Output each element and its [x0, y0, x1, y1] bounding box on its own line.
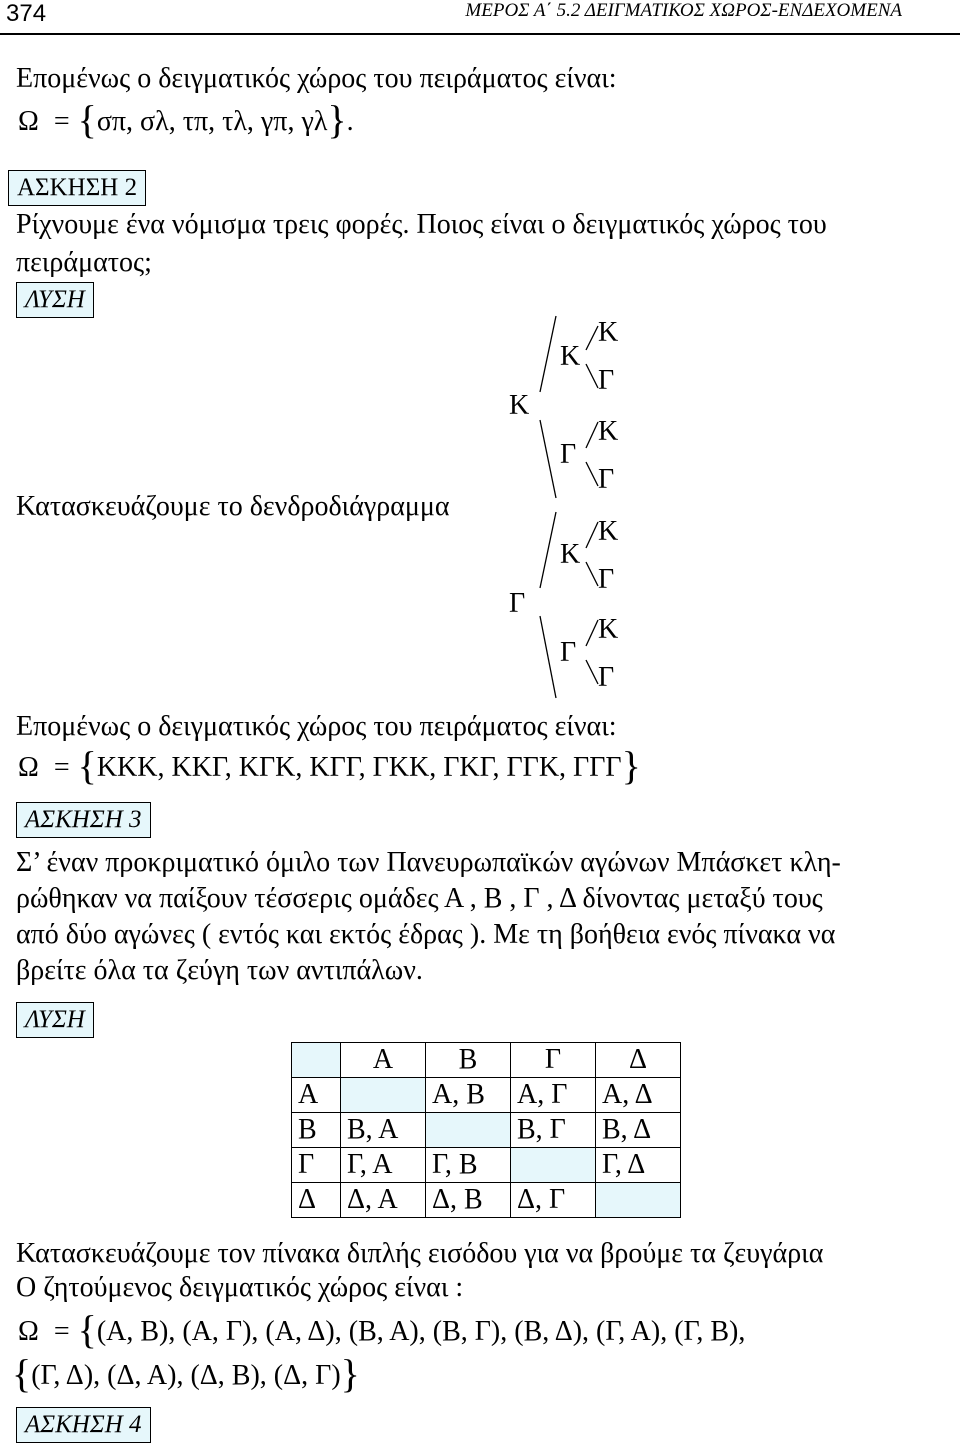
ex2-set-elements: ΚΚΚ, ΚΚΓ, ΚΓΚ, ΚΓΓ, ΓΚΚ, ΓΚΓ, ΓΓΚ, ΓΓΓ [96, 752, 622, 783]
ex3-after-1: Κατασκευάζουμε τον πίνακα διπλής εισόδου για να βρούμε τα ζευγάρια [16, 1238, 824, 1269]
table-cell: Β, Α [341, 1113, 426, 1148]
tree-branch [586, 422, 598, 448]
table-header-cell: Δ [596, 1043, 681, 1078]
exercise-4-label: ΑΣΚΗΣΗ 4 [16, 1407, 151, 1443]
tree-l1-node: Κ [509, 390, 530, 421]
table-row [292, 1183, 681, 1218]
table-header-cell: Β [426, 1043, 511, 1078]
tree-branch [586, 326, 598, 350]
tree-branch [586, 364, 598, 388]
equals-sign: = [53, 1316, 70, 1347]
tree-branch [586, 462, 598, 486]
tree-branch [586, 562, 598, 586]
table-cell: Γ, Α [341, 1148, 426, 1183]
ex2-solution-label: ΛΥΣΗ [16, 282, 94, 318]
ex3-omega-set-line-2: {(Γ, Δ), (Δ, Α), (Δ, Β), (Δ, Γ)} [12, 1351, 360, 1396]
tree-l3-node: Κ [598, 614, 619, 645]
table-cell: Δ, Γ [511, 1183, 596, 1218]
table-cell: Β, Δ [596, 1113, 681, 1148]
tree-l2-node: Γ [560, 439, 577, 470]
tree-branch [586, 660, 598, 684]
tree-l1-node: Γ [509, 588, 526, 619]
ex3-line: ρώθηκαν να παίξουν τέσσερις ομάδες Α , Β , Γ , Δ δίνοντας μεταξύ τους [16, 883, 823, 914]
tree-l2-node: Γ [560, 637, 577, 668]
tree-branch [540, 420, 556, 498]
tree-branch [586, 522, 598, 548]
table-header-row [292, 1043, 681, 1078]
table-row [292, 1078, 681, 1113]
tree-l3-node: Γ [598, 662, 615, 693]
running-title: ΜΕΡΟΣ Α΄ 5.2 ΔΕΙΓΜΑΤΙΚΟΣ ΧΩΡΟΣ-ΕΝΔΕΧΟΜΕΝΑ [465, 0, 902, 21]
ex1-set-period: . [346, 106, 354, 137]
ex1-result-intro: Επομένως ο δειγματικός χώρος του πειράματος είναι: [16, 63, 617, 94]
ex3-line: βρείτε όλα τα ζεύγη των αντιπάλων. [16, 955, 423, 986]
table-cell: Α, Δ [596, 1078, 681, 1113]
omega-symbol: Ω [18, 1316, 39, 1347]
ex3-line: από δύο αγώνες ( εντός και εκτός έδρας ). Με τη βοήθεια ενός πίνακα να [16, 919, 836, 950]
ex1-set-elements: σπ, σλ, τπ, τλ, γπ, γλ [96, 106, 328, 137]
tree-branch [586, 620, 598, 646]
ex2-result-intro: Επομένως ο δειγματικός χώρος του πειράματος είναι: [16, 711, 617, 742]
table-cell [596, 1183, 681, 1218]
table-row [292, 1148, 681, 1183]
ex2-line-2: πειράματος; [16, 247, 152, 278]
table-cell [511, 1148, 596, 1183]
ex2-line-1: Ρίχνουμε ένα νόμισμα τρεις φορές. Ποιος είναι ο δειγματικός χώρος του [16, 209, 827, 240]
page-number: 374 [6, 0, 47, 27]
tree-l3-node: Γ [598, 564, 615, 595]
table-cell: Α, Β [426, 1078, 511, 1113]
equals-sign: = [53, 752, 70, 783]
table-row-header: Α [292, 1078, 341, 1113]
ex3-set-elements-2: (Γ, Δ), (Δ, Α), (Δ, Β), (Δ, Γ) [31, 1360, 341, 1391]
ex3-after-2: Ο ζητούμενος δειγματικός χώρος είναι : [16, 1272, 464, 1303]
tree-diagram [0, 0, 960, 720]
table-cell: Δ, Β [426, 1183, 511, 1218]
tree-l3-node: Κ [598, 317, 619, 348]
table-cell: Γ, Δ [596, 1148, 681, 1183]
pairs-table [291, 1042, 681, 1218]
equals-sign: = [53, 106, 70, 137]
tree-branch [540, 616, 556, 698]
table-cell: Α, Γ [511, 1078, 596, 1113]
tree-l3-node: Κ [598, 416, 619, 447]
table-corner-cell [292, 1043, 341, 1078]
table-row-header: Γ [292, 1148, 341, 1183]
ex3-solution-label: ΛΥΣΗ [16, 1002, 94, 1038]
tree-l3-node: Κ [598, 516, 619, 547]
table-cell [426, 1113, 511, 1148]
tree-l3-node: Γ [598, 365, 615, 396]
table-header-cell: Γ [511, 1043, 596, 1078]
omega-symbol: Ω [18, 752, 39, 783]
ex1-omega-set: Ω = {σπ, σλ, τπ, τλ, γπ, γλ}. [18, 97, 354, 142]
table-row [292, 1113, 681, 1148]
tree-l3-node: Γ [598, 464, 615, 495]
table-cell [341, 1078, 426, 1113]
ex3-omega-set-line-1: Ω = {(Α, Β), (Α, Γ), (Α, Δ), (Β, Α), (Β, Γ), (Β, Δ), (Γ, Α), (Γ, Β), [18, 1307, 746, 1352]
table-header-cell: Α [341, 1043, 426, 1078]
table-cell: Β, Γ [511, 1113, 596, 1148]
table-row-header: Β [292, 1113, 341, 1148]
tree-caption: Κατασκευάζουμε το δενδροδιάγραμμα [16, 491, 450, 522]
tree-l2-node: Κ [560, 341, 581, 372]
ex3-set-elements-1: (Α, Β), (Α, Γ), (Α, Δ), (Β, Α), (Β, Γ), (Β, Δ), (Γ, Α), (Γ, Β), [96, 1316, 746, 1347]
exercise-2-label: ΑΣΚΗΣΗ 2 [8, 170, 146, 206]
ex2-omega-set: Ω = {ΚΚΚ, ΚΚΓ, ΚΓΚ, ΚΓΓ, ΓΚΚ, ΓΚΓ, ΓΓΚ, ΓΓΓ} [18, 743, 641, 788]
ex3-line: Σ’ έναν προκριματικό όμιλο των Πανευρωπαϊκών αγώνων Μπάσκετ κλη- [16, 847, 841, 878]
table-cell: Γ, Β [426, 1148, 511, 1183]
omega-symbol: Ω [18, 106, 39, 137]
exercise-3-label: ΑΣΚΗΣΗ 3 [16, 802, 151, 838]
tree-branch [540, 512, 556, 588]
table-row-header: Δ [292, 1183, 341, 1218]
table-cell: Δ, Α [341, 1183, 426, 1218]
tree-branch [540, 316, 556, 392]
tree-l2-node: Κ [560, 539, 581, 570]
